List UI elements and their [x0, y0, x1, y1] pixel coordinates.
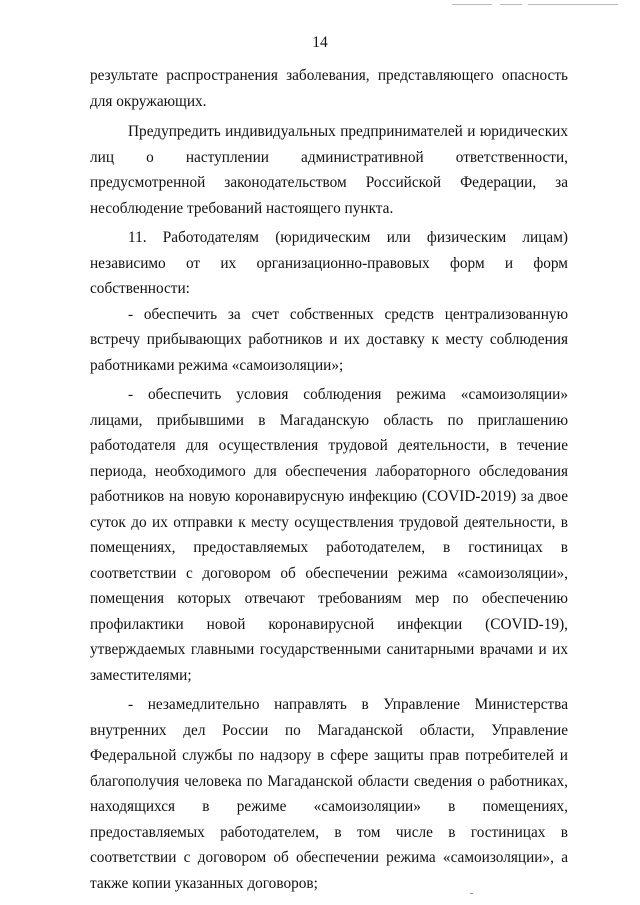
paragraph-item-11: 11. Работодателям (юридическим или физическим лицам) независимо от их организационно-правовых форм и форм собственности: — [90, 229, 568, 297]
document-body — [90, 63, 568, 896]
scan-artifact — [500, 4, 522, 5]
list-item-notify: - незамедлительно направлять в Управление Министерства внутренних дел России по Магаданской области, Управление Федеральной службы по надзору в сфере защиты прав потребителей и благополучия человека по Магаданской области сведения о работниках, находящихся в режиме «самоизоляции» в помещениях, предоставляемых работодателем, в том числе в гостиницах в соответствии с договором об обеспечении режима «самоизоляции», а также копии указанных договоров; — [90, 696, 568, 892]
scan-artifact — [452, 4, 492, 5]
page-number: 14 — [312, 34, 328, 51]
paragraph-continuation: результате распространения заболевания, представляющего опасность для окружающих. — [90, 67, 568, 110]
list-item-transport: - обеспечить за счет собственных средств централизованную встречу прибывающих работников и их доставку к месту соблюдения работниками режима «самоизоляции»; — [90, 305, 568, 374]
scan-artifact — [528, 4, 618, 5]
scan-artifact — [470, 893, 473, 894]
list-item-self-isolation: - обеспечить условия соблюдения режима «самоизоляции» лицами, прибывшими в Магаданскую область по приглашению работодателя для осуществления трудовой деятельности, в течение периода, необходимого для обеспечения лабораторного обследования работников на новую коронавирусную инфекцию (COVID-2019) за двое суток до их отправки к месту осуществления трудовой деятельности, в помещениях, предоставляемых работодателем, в гостиницах в соответствии с договором об обеспечении режима «самоизоляции», помещения которых отвечают требованиям мер по обеспечению профилактики новой коронавирусной инфекции (COVID-19), утверждаемых главными государственными санитарными врачами и их заместителями; — [90, 386, 568, 684]
paragraph-warning: Предупредить индивидуальных предпринимателей и юридических лиц о наступлении административной ответственности, предусмотренной законодательством Российской Федерации, за несоблюдение требований настоящего пункта. — [90, 123, 568, 217]
